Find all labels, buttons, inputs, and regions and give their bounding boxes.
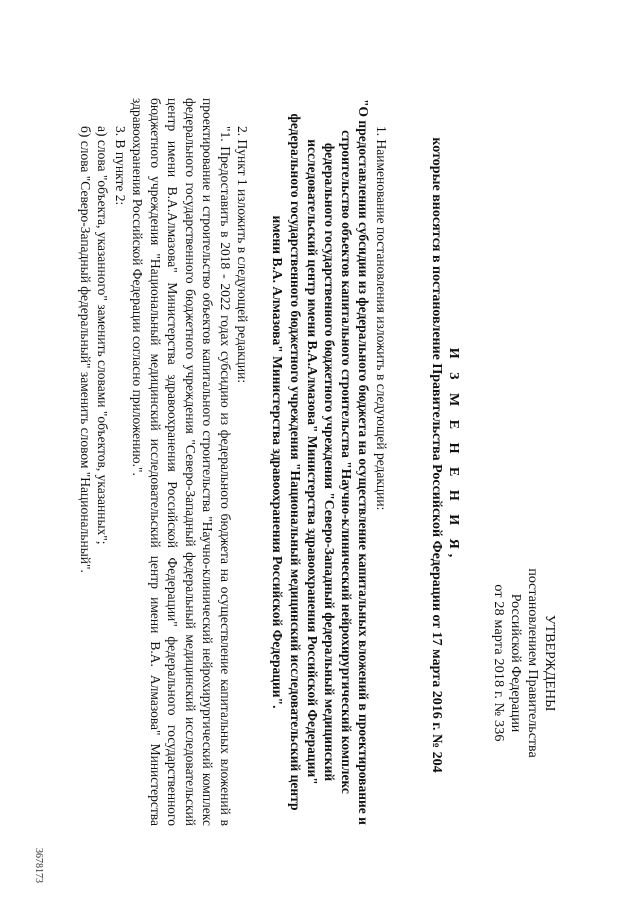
document-number: 3678173 bbox=[33, 848, 44, 883]
item-3-a: а) слова "объекта, указанного" заменить словами "объектов, указанных"; bbox=[95, 126, 111, 545]
approval-authority: постановлением Правительства bbox=[525, 568, 540, 758]
item-2-text: "1. Предоставить в 2018 - 2022 годах субсидию из федерального бюджета на осуществление капитальных вложений в проектирование и строительство объектов капитального строительства "Научно-клинический нейрохирургический комплекс федерального государственного бюджетного учреждения "Северо-Западный федеральный медицинский исследовательский центр имени В.А.Алмазова" Министерства здравоохранения Российской Федерации" федерального государственного бюджетного учреждения "Национальный медицинский исследовательский центр имени В.А. Алмазова" Министерства здравоохранения Российской Федерации согласно приложению.". bbox=[130, 98, 233, 826]
item-3-intro: 3. В пункте 2: bbox=[112, 126, 128, 206]
approval-country: Российской Федерации bbox=[508, 593, 523, 733]
approval-heading: УТВЕРЖДЕНЫ bbox=[542, 614, 557, 712]
document-body bbox=[76, 98, 390, 826]
document-title bbox=[428, 130, 462, 780]
title-subheading: которые вносятся в постановление Правительства Российской Федерации от 17 марта 2016 г. № 204 bbox=[429, 137, 444, 773]
approval-stamp bbox=[490, 513, 558, 813]
item-2-intro: 2. Пункт 1 изложить в следующей редакции: bbox=[235, 126, 251, 384]
item-3-b: б) слова "Северо-Западный федеральный" заменить словом "Национальный". bbox=[77, 126, 93, 573]
approval-date-number: от 28 марта 2018 г. № 336 bbox=[491, 584, 506, 742]
item-1-intro: 1. Наименование постановления изложить в следующей редакции: bbox=[374, 126, 389, 511]
item-1-new-title: "О предоставлении субсидии из федерального бюджета на осуществление капитальных вложений в проектирование и строительство объектов капитального строительства "Научно-клинический нейрохирургический комплекс федерального государственного бюджетного учреждения "Северо-Западный федеральный медицинский исследовательский центр имени В.А.Алмазова" Министерства здравоохранения Российской Федерации" федерального государственного бюджетного учреждения "Национальный медицинский исследовательский центр имени В.А. Алмазова" Министерства здравоохранения Российской Федерации". bbox=[270, 99, 372, 825]
spacer bbox=[251, 98, 269, 826]
title-heading: И З М Е Н Е Н И Я, bbox=[446, 347, 461, 563]
